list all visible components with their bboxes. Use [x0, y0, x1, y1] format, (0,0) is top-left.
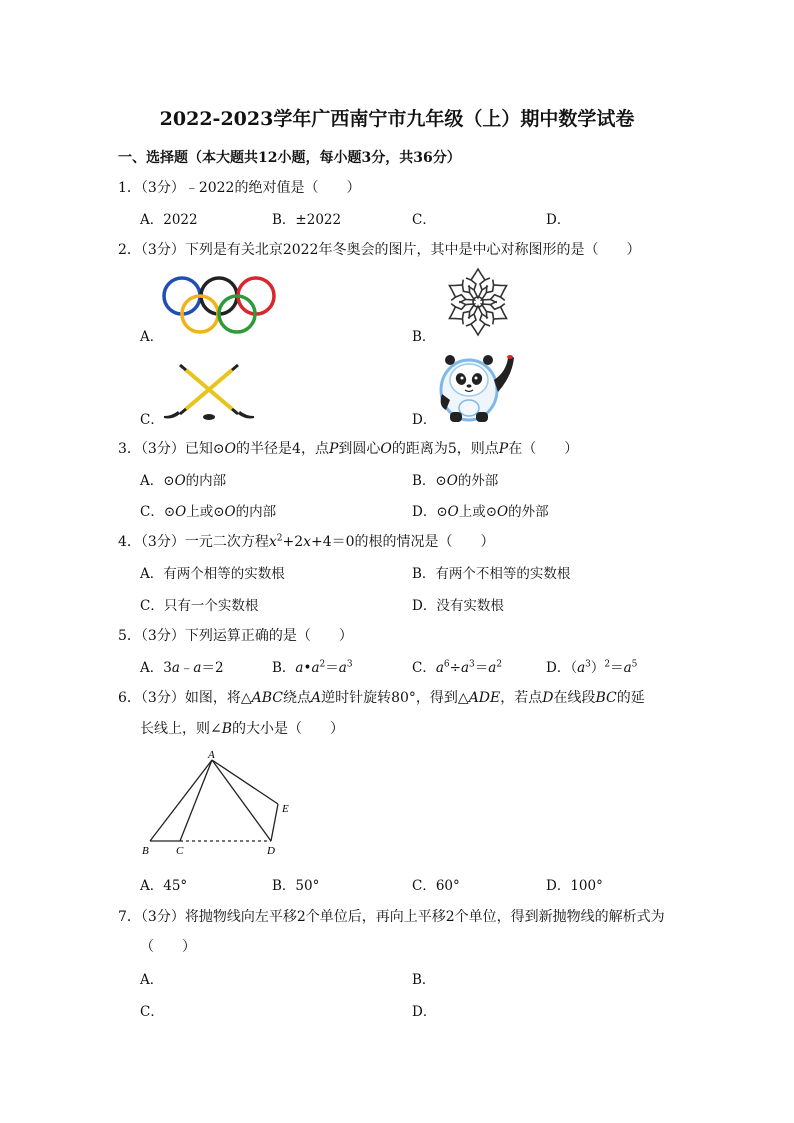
q5-option-b: B．$a•a^2=a^3$: [272, 659, 353, 676]
snowflake-icon: [438, 268, 518, 336]
q1-option-d: D．: [546, 212, 571, 228]
question-2-stem: 2．（3分）下列是有关北京2022年冬奥会的图片，其中是中心对称图形的是（ ）: [118, 242, 641, 258]
q7-option-a: A．: [140, 972, 164, 988]
point-label-d: D: [267, 845, 275, 857]
point-label-e: E: [282, 803, 289, 815]
point-label-a: A: [208, 749, 215, 761]
q6-option-b: B．50°: [272, 878, 320, 894]
q4-option-d: D．没有实数根: [412, 598, 504, 614]
q4-option-b: B．有两个不相等的实数根: [412, 566, 571, 582]
q6-option-c: C．60°: [412, 878, 460, 894]
q7-option-d: D．: [412, 1004, 437, 1020]
q3-option-b: B．⊙O的外部: [412, 473, 499, 489]
question-6-stem-line2: 长线上，则∠B的大小是（ ）: [140, 721, 345, 737]
triangle-rotation-figure: [140, 749, 300, 860]
question-3-stem: 3．（3分）已知⊙O的半径是4，点P到圆心O的距离为5，则点P在（ ）: [118, 441, 579, 457]
q4-option-c: C．只有一个实数根: [140, 598, 259, 614]
q6-option-d: D．100°: [546, 878, 603, 894]
question-1-stem: 1．（3分）﹣2022的绝对值是（ ）: [118, 180, 361, 196]
q2-option-b: B．: [412, 329, 436, 345]
q7-option-c: C．: [140, 1004, 164, 1020]
question-5-stem: 5．（3分）下列运算正确的是（ ）: [118, 628, 353, 644]
q5-option-a: A．3a﹣a＝2: [140, 660, 224, 676]
q2-option-c: C．: [140, 412, 164, 428]
q1-option-b: B．±2022: [272, 212, 342, 228]
q6-option-a: A．45°: [140, 878, 188, 894]
point-label-b: B: [142, 845, 149, 857]
question-7-stem: 7．（3分）将抛物线向左平移2个单位后，再向上平移2个单位，得到新抛物线的解析式为: [118, 909, 665, 925]
section-heading: 一、选择题（本大题共12小题，每小题3分，共36分）: [118, 150, 461, 166]
q3-option-c: C．⊙O上或⊙O的内部: [140, 504, 277, 520]
olympic-rings-icon: [160, 274, 280, 336]
page-title: 2022-2023学年广西南宁市九年级（上）期中数学试卷: [159, 108, 635, 130]
bing-dwen-dwen-mascot-icon: [436, 350, 520, 424]
q1-option-c: C．: [412, 212, 436, 228]
hockey-sticks-icon: [160, 362, 258, 422]
q2-option-d: D．: [412, 412, 437, 428]
q7-option-b: B．: [412, 972, 436, 988]
q4-option-a: A．有两个相等的实数根: [140, 566, 285, 582]
question-4-stem: 4．（3分）一元二次方程$x^2+2x+4=0$的根的情况是（ ）: [118, 533, 495, 550]
q5-option-d: D．$(a^3)^2=a^5$: [546, 659, 638, 676]
question-6-stem-line1: 6．（3分）如图，将△ABC绕点A逆时针旋转80°，得到△ADE，若点D在线段BC的延: [118, 690, 645, 706]
q3-option-d: D．⊙O上或⊙O的外部: [412, 504, 549, 520]
q5-option-c: C．$a^6\div a^3=a^2$: [412, 659, 503, 676]
q1-option-a: A．2022: [140, 212, 198, 228]
point-label-c: C: [176, 845, 184, 857]
q3-option-a: A．⊙O的内部: [140, 473, 227, 489]
question-7-stem-line2: （ ）: [140, 939, 196, 955]
q2-option-a: A．: [140, 329, 164, 345]
